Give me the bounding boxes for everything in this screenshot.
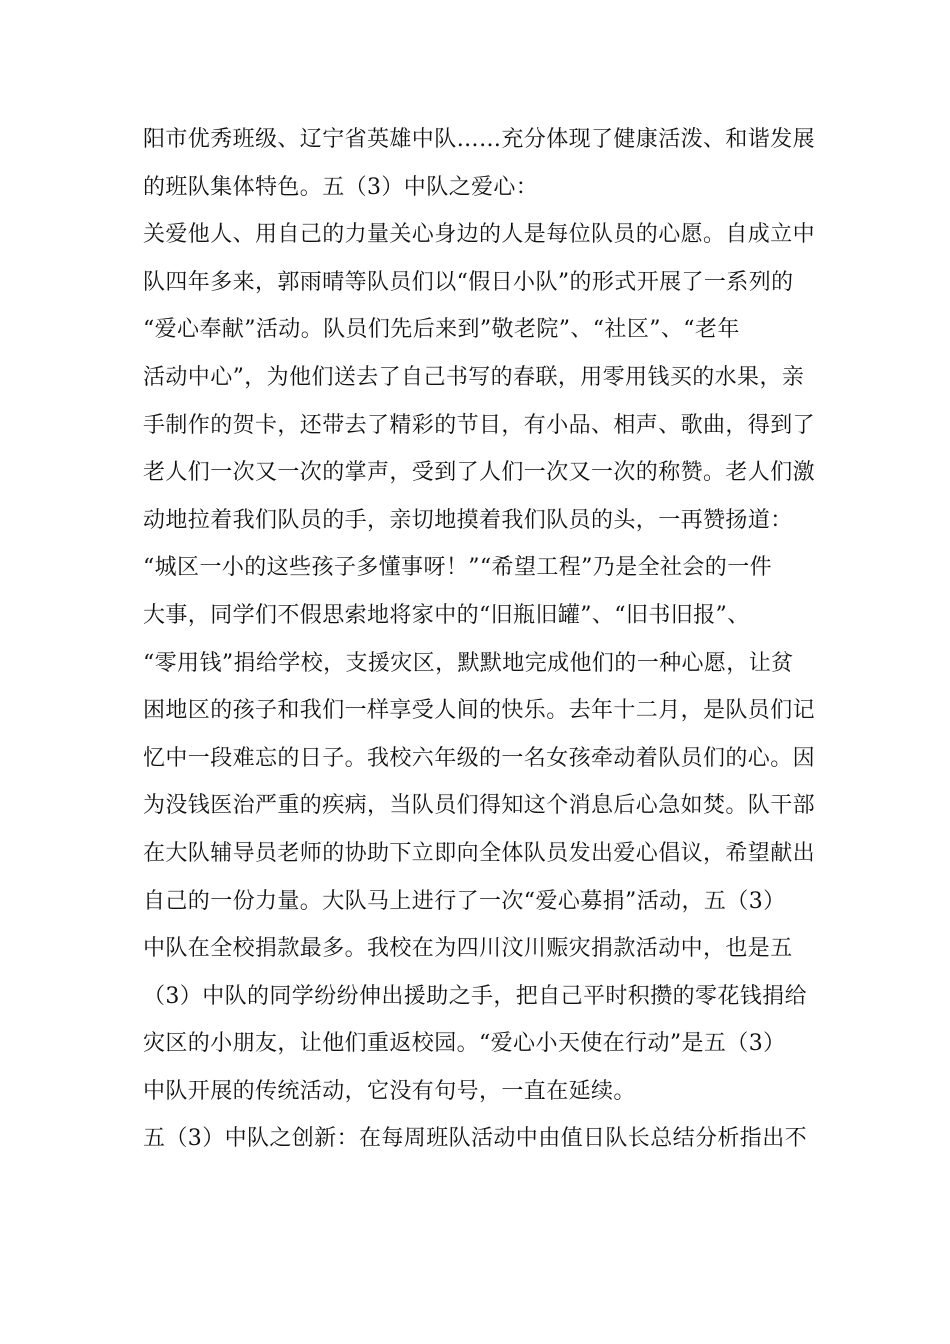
text-line: 大事，同学们不假思索地将家中的“旧瓶旧罐”、“旧书旧报”、 [143, 602, 750, 628]
text-line: 老人们一次又一次的掌声，受到了人们一次又一次的称赞。老人们激 [143, 460, 816, 486]
text-line: 中队在全校捐款最多。我校在为四川汶川赈灾捐款活动中，也是五 [143, 936, 793, 962]
text-line: 自己的一份力量。大队马上进行了一次“爱心募捐”活动，五（3） [143, 888, 786, 914]
text-line: “爱心奉献”活动。队员们先后来到”敬老院”、“社区”、“老年 [143, 317, 740, 343]
text-line: “城区一小的这些孩子多懂事呀！”“希望工程”乃是全社会的一件 [143, 555, 772, 581]
text-line: 手制作的贺卡，还带去了精彩的节目，有小品、相声、歌曲，得到了 [143, 412, 816, 438]
text-line: 忆中一段难忘的日子。我校六年级的一名女孩牵动着队员们的心。因 [143, 745, 816, 771]
text-line: （3）中队的同学纷纷伸出援助之手，把自己平时积攒的零花钱捐给 [143, 983, 807, 1009]
text-line: 活动中心”，为他们送去了自己书写的春联，用零用钱买的水果，亲 [143, 364, 805, 390]
text-line: 在大队辅导员老师的协助下立即向全体队员发出爱心倡议，希望献出 [143, 840, 816, 866]
text-line: 困地区的孩子和我们一样享受人间的快乐。去年十二月，是队员们记 [143, 698, 816, 724]
text-line: 关爱他人、用自己的力量关心身边的人是每位队员的心愿。自成立中 [143, 222, 816, 248]
text-line: 为没钱医治严重的疾病，当队员们得知这个消息后心急如焚。队干部 [143, 793, 816, 819]
text-line: 五（3）中队之创新：在每周班队活动中由值日队长总结分析指出不 [143, 1126, 807, 1152]
text-line: “零用钱”捐给学校，支援灾区，默默地完成他们的一种心愿，让贫 [143, 650, 794, 676]
text-line: 动地拉着我们队员的手，亲切地摸着我们队员的头，一再赞扬道： [143, 507, 793, 533]
text-line: 灾区的小朋友，让他们重返校园。“爱心小天使在行动”是五（3） [143, 1031, 786, 1057]
body-text [143, 116, 843, 1163]
text-line: 队四年多来，郭雨晴等队员们以“假日小队”的形式开展了一系列的 [143, 269, 794, 295]
text-line: 中队开展的传统活动，它没有句号，一直在延续。 [143, 1078, 636, 1104]
text-line: 阳市优秀班级、辽宁省英雄中队……充分体现了健康活泼、和谐发展 [143, 127, 816, 152]
text-line: 的班队集体特色。五（3）中队之爱心： [143, 174, 539, 200]
